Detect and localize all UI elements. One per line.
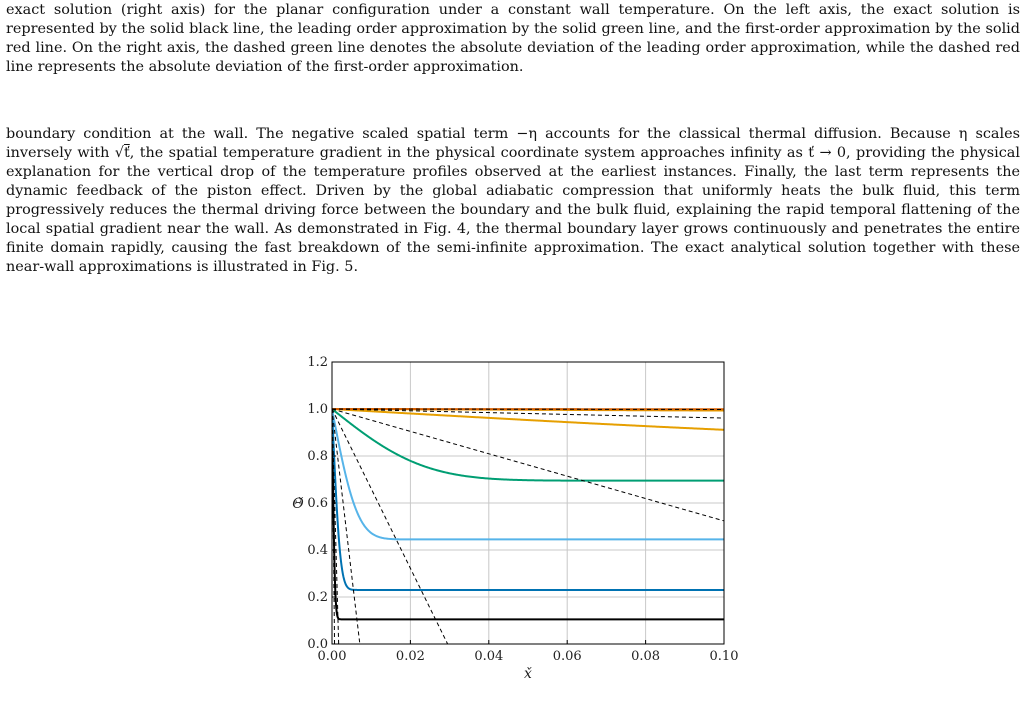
y-tick-label: 0.2 <box>307 590 328 605</box>
tangent-line-5 <box>332 409 770 644</box>
body-text-part2: , the spatial temperature gradient in the physical coordinate system approaches infinity as ť → 0, providing the physical explanation for the vertical drop of the temperature profiles observed at the earliest instances. Finally, the last term represents the dynamic feedback of the piston effect. Driven by the global adiabatic compression that uniformly heats the bulk fluid, this term progressively reduces the thermal driving force between the boundary and the bulk fluid, explaining the rapid temporal flattening of the local spatial gradient near the wall. As demonstrated in Fig. 4, the thermal boundary layer grows continuously and penetrates the entire finite domain rapidly, causing the fast breakdown of the semi-infinite approximation. The exact analytical solution together with these near-wall approximations is illustrated in Fig. 5. <box>6 145 1020 275</box>
profile-curve-2 <box>332 409 724 539</box>
tangent-line-4 <box>332 409 770 644</box>
tangent-lines <box>332 409 770 644</box>
tangent-line-3 <box>332 409 448 644</box>
x-tick-label: 0.00 <box>317 649 347 664</box>
y-tick-label: 0.4 <box>307 543 328 558</box>
body-text-part1: boundary condition at the wall. The negative scaled spatial term −η accounts for the classical thermal diffusion. Because η scales inversely with √ <box>6 126 1020 161</box>
x-tick-label: 0.02 <box>395 649 425 664</box>
profile-curve-0 <box>332 409 724 619</box>
y-tick-label: 1.2 <box>307 355 328 370</box>
figure-caption-continued: exact solution (right axis) for the planar configuration under a constant wall temperature. On the left axis, the exact solution is represented by the solid black line, the leading order approximation by the solid green line, and the first-order approximation by the solid red line. On the right axis, the dashed green line denotes the absolute deviation of the leading order approximation, while the dashed red line represents the absolute deviation of the first-order approximation. <box>6 2 1020 75</box>
figure-5-plot <box>270 350 770 722</box>
x-tick-label: 0.08 <box>631 649 661 664</box>
profile-curve-1 <box>332 409 724 590</box>
temperature-profile-chart <box>270 350 770 722</box>
y-axis-label: Θ̌ <box>292 496 304 512</box>
profile-curves <box>332 409 724 619</box>
y-tick-label: 0.8 <box>307 449 328 464</box>
x-axis-label: x̌ <box>524 666 532 682</box>
y-tick-label: 0.0 <box>307 637 328 652</box>
body-paragraph <box>6 125 1020 277</box>
y-tick-label: 1.0 <box>307 402 328 417</box>
sqrt-argument: ť <box>123 145 130 161</box>
x-tick-label: 0.04 <box>474 649 504 664</box>
y-tick-label: 0.6 <box>307 496 328 511</box>
x-tick-label: 0.10 <box>709 649 739 664</box>
grid-lines <box>332 362 724 644</box>
profile-curve-4 <box>332 409 724 430</box>
tangent-line-6 <box>332 409 770 644</box>
x-tick-label: 0.06 <box>552 649 582 664</box>
